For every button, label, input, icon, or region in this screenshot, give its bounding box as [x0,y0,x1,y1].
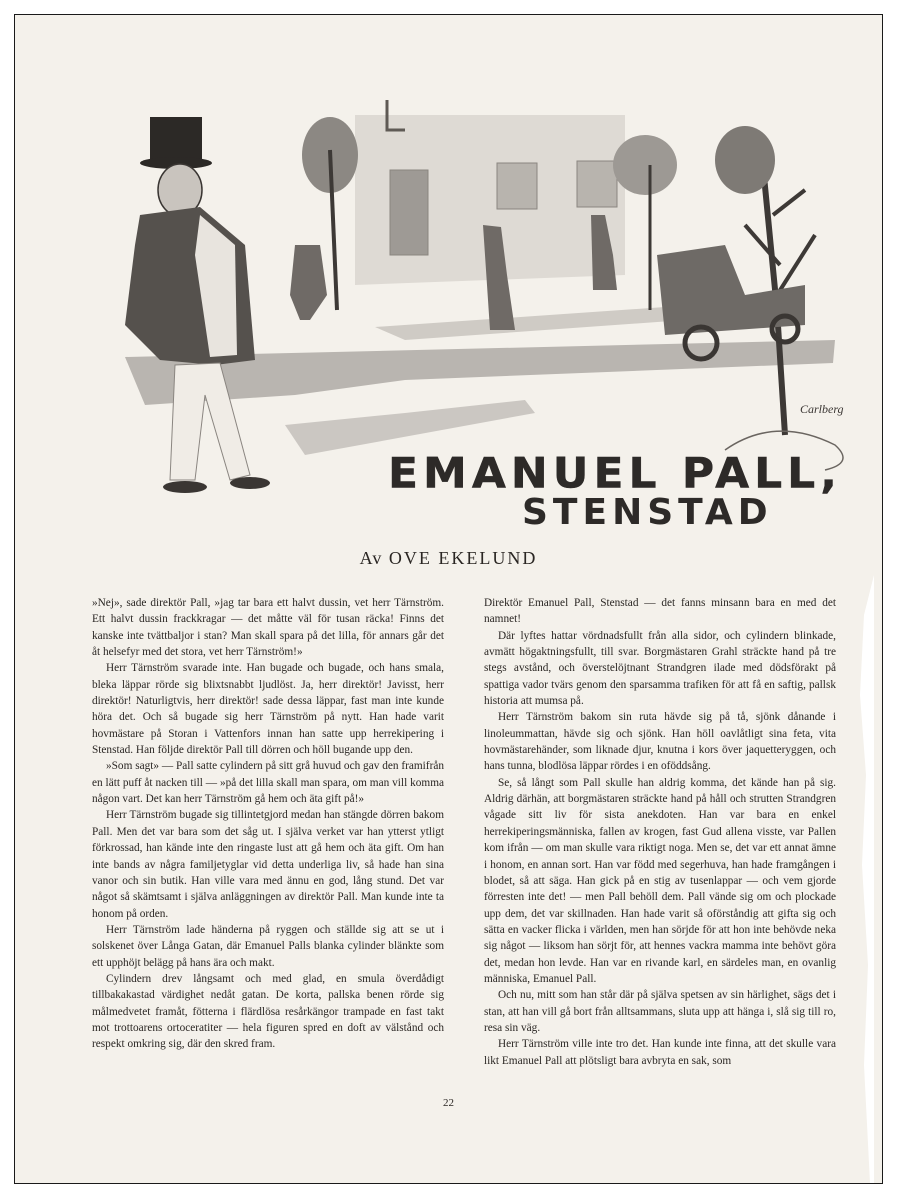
illustrator-signature: Carlberg [800,402,844,416]
title-line-2: STENSTAD [522,492,773,533]
paragraph: Se, så långt som Pall skulle han aldrig komma, det kände han på sig. Aldrig därhän, att borgmästaren sträckte hand på håll och strutten Strandgren vågade sitt liv för sista anekdoten. Han var bara en enkel herrekiperingsmänniska, fallen av krogen, fast Gud allena visste, var Pallen kom ifrån — om man skulle vara riktigt noga. Men se, det var ett annat ämne i honom, en annan sort. Han var född med segerhuva, han hade framgången i blodet, så att säga. Han gick på en stig av tusenlappar — och vem gjorde förresten inte det! — men Pall behöll dem. Pall vände sig om och plockade upp dem, det var skillnaden. Han hade varit så oförståndig att gifta sig och sätta en vacker flicka i världen, men han sörjde för att hon inte behövde neka sig något — liksom han sörjt för, att hennes vackra mamma inte behövt göra det, medan hon levde. Han var en rivande karl, en särdeles man, en ovanlig människa, Emanuel Pall. [484,776,836,985]
byline-prefix: Av [359,548,383,568]
paragraph: Herr Tärnström lade händerna på ryggen och ställde sig att se ut i solskenet över Långa Gatan, där Emanuel Palls blanka cylinder blänkte som ett upphöjt belägg på hans ära och makt. [92,923,444,969]
paragraph: »Nej», sade direktör Pall, »jag tar bara ett halvt dussin, vet herr Tärnström. Ett halvt dussin frackkragar — det måtte väl för tusan räcka! Finns det kanske inte tvättbaljor i stan? Man skall spara på det lilla, för annars går det åt helsefyr med det stora, vet herr Tärnström!» [92,597,444,659]
title-line-1: EMANUEL PALL, [388,449,842,498]
byline [15,548,882,569]
paragraph: Direktör Emanuel Pall, Stenstad — det fanns minsann bara en med det namnet! [484,597,836,626]
paragraph: Herr Tärnström bakom sin ruta hävde sig på tå, sjönk dånande i linoleummattan, hävde sig och sjönk. Han höll oavlåtligt sina feta, vita hovmästarehänder, som liknade djur, knutna i kors över jaquetteryggen, och hans tunna, blodlösa läppar rördes i en oföddsång. [484,711,836,773]
paragraph: »Som sagt» — Pall satte cylindern på sitt grå huvud och gav den framifrån en lätt puff åt nacken till — »på det lilla skall man spara, om man vill komma någon vart. Det kan herr Tärnström gå hem och äta gift på!» [92,760,444,806]
paragraph: Herr Tärnström svarade inte. Han bugade och bugade, och hans smala, bleka läppar rörde sig blixtsnabbt ljudlöst. Ja, herr direktör! Javisst, herr direktör! Naturligtvis, herr direktör! sade dessa läppar, fast man inte kunde höra det. Och så bugade sig herr Tärnström på nytt. Han hade varit hovmästare på Storan i Vattenfors innan han satte upp herrekipering i Stenstad. Han följde direktör Pall till dörren och höll bugande upp den. [92,662,444,757]
paragraph: Cylindern drev långsamt och med glad, en smula överdådigt tillbakakastad värdighet nedåt gatan. De korta, pallska benen rörde sig målmedvetet framåt, fötterna i flärdlösa resårkängor trampade en fast takt mot trottoarens ortoceratiter — hela figuren spred en doft av välstånd och respekt omkring sig, där den skred fram. [92,972,444,1051]
right-column [484,595,836,1069]
paragraph: Och nu, mitt som han står där på själva spetsen av sin härlighet, sägs det i stan, att han vill gå bort från alltsammans, sluta upp att hänga i, slå sig till ro, resa sin väg. [484,989,836,1034]
left-column [92,595,444,1053]
top-hat-gentleman [125,117,270,493]
byline-author: OVE EKELUND [388,548,538,568]
car [657,245,805,359]
paragraph: Herr Tärnström bugade sig tillintetgjord medan han stängde dörren bakom Pall. Men det var bara som det såg ut. I själva verket var han ytterst ytligt förkrossad, han kände inte den ringaste lust att gå hem och äta gift. Om han inte bands av några familjetyglar vid detta underliga liv, så hade han sina vanor och sin butik. Han ville vara med ännu en god, lång stund. Det var något så skämtsamt i själva anläggningen av direktör Pall. Man kunde inte ta honom på orden. [92,809,444,920]
magazine-page [15,15,882,1183]
page-number: 22 [443,1097,454,1109]
paragraph: Där lyftes hattar vördnadsfullt från alla sidor, och cylindern blinkade, avmätt högaktningsfullt, till svar. Borgmästaren Grahl sträckte hand på tre stegs avstånd, och överstelöjtnant Strandgren ilade med dödsförakt på spattiga vador tvärs genom den sparsamma trafiken för att få en saftig, pallsk historia att mumsa på. [484,629,836,708]
paragraph: Herr Tärnström ville inte tro det. Han kunde inte finna, att det skulle vara likt Emanuel Pall att plötsligt bara avbryta en sak, som [484,1038,836,1067]
